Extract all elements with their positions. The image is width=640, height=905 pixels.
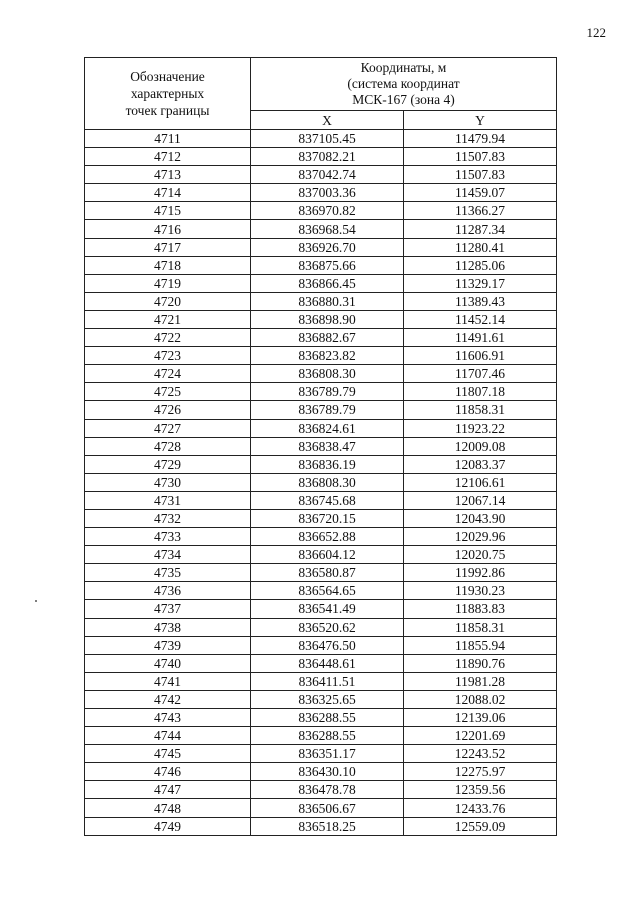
- y-cell: 12106.61: [404, 473, 557, 491]
- table-row: [85, 763, 557, 781]
- x-cell: 836824.61: [251, 419, 404, 437]
- x-cell: 836520.62: [251, 618, 404, 636]
- point-cell: 4739: [85, 636, 251, 654]
- x-cell: 836970.82: [251, 202, 404, 220]
- y-cell: 12088.02: [404, 690, 557, 708]
- table-row: [85, 202, 557, 220]
- y-cell: 12029.96: [404, 528, 557, 546]
- table-row: [85, 274, 557, 292]
- x-cell: 836968.54: [251, 220, 404, 238]
- point-cell: 4748: [85, 799, 251, 817]
- x-cell: 836926.70: [251, 238, 404, 256]
- x-cell: 836604.12: [251, 546, 404, 564]
- table-row: [85, 184, 557, 202]
- x-cell: 836789.79: [251, 383, 404, 401]
- x-cell: 837082.21: [251, 148, 404, 166]
- point-cell: 4733: [85, 528, 251, 546]
- x-cell: 836478.78: [251, 781, 404, 799]
- x-cell: 836506.67: [251, 799, 404, 817]
- table-row: [85, 600, 557, 618]
- table-row: [85, 654, 557, 672]
- x-cell: 836652.88: [251, 528, 404, 546]
- y-column-header: Y: [404, 111, 557, 130]
- x-cell: 837105.45: [251, 130, 404, 148]
- x-cell: 836808.30: [251, 473, 404, 491]
- x-cell: 836430.10: [251, 763, 404, 781]
- y-cell: 12359.56: [404, 781, 557, 799]
- x-cell: 836882.67: [251, 329, 404, 347]
- point-cell: 4718: [85, 256, 251, 274]
- table-row: [85, 220, 557, 238]
- y-cell: 12043.90: [404, 509, 557, 527]
- table-row: [85, 799, 557, 817]
- y-cell: 11858.31: [404, 401, 557, 419]
- x-cell: 836564.65: [251, 582, 404, 600]
- y-cell: 11479.94: [404, 130, 557, 148]
- x-cell: 836866.45: [251, 274, 404, 292]
- point-cell: 4741: [85, 672, 251, 690]
- y-cell: 12009.08: [404, 437, 557, 455]
- point-cell: 4740: [85, 654, 251, 672]
- y-cell: 11992.86: [404, 564, 557, 582]
- y-cell: 11285.06: [404, 256, 557, 274]
- table-row: [85, 473, 557, 491]
- x-cell: 836476.50: [251, 636, 404, 654]
- table-row: [85, 745, 557, 763]
- x-cell: 836875.66: [251, 256, 404, 274]
- y-cell: 11452.14: [404, 310, 557, 328]
- header-line: характерных: [130, 86, 205, 101]
- point-cell: 4725: [85, 383, 251, 401]
- x-cell: 836720.15: [251, 509, 404, 527]
- point-cell: 4745: [85, 745, 251, 763]
- table-row: [85, 618, 557, 636]
- table-row: [85, 528, 557, 546]
- table-row: [85, 347, 557, 365]
- table-row: [85, 509, 557, 527]
- table-row: [85, 365, 557, 383]
- x-cell: 836411.51: [251, 672, 404, 690]
- y-cell: 11287.34: [404, 220, 557, 238]
- x-cell: 836823.82: [251, 347, 404, 365]
- table-row: [85, 383, 557, 401]
- header-line: Обозначение: [130, 69, 205, 84]
- point-cell: 4717: [85, 238, 251, 256]
- point-cell: 4735: [85, 564, 251, 582]
- x-cell: 836898.90: [251, 310, 404, 328]
- y-cell: 11855.94: [404, 636, 557, 654]
- table-row: [85, 491, 557, 509]
- table-row: [85, 672, 557, 690]
- coordinates-table: [84, 57, 557, 836]
- x-cell: 837003.36: [251, 184, 404, 202]
- y-cell: 12559.09: [404, 817, 557, 835]
- y-cell: 12139.06: [404, 709, 557, 727]
- table-row: [85, 564, 557, 582]
- y-cell: 12020.75: [404, 546, 557, 564]
- point-cell: 4715: [85, 202, 251, 220]
- table-row: [85, 401, 557, 419]
- y-cell: 11459.07: [404, 184, 557, 202]
- point-cell: 4729: [85, 455, 251, 473]
- point-cell: 4731: [85, 491, 251, 509]
- page-number: 122: [586, 25, 606, 40]
- table-row: [85, 256, 557, 274]
- table-row: [85, 582, 557, 600]
- table-row: [85, 817, 557, 835]
- table-row: [85, 636, 557, 654]
- table-row: [85, 781, 557, 799]
- points-column-header: [85, 58, 251, 130]
- table-row: [85, 148, 557, 166]
- y-cell: 11507.83: [404, 166, 557, 184]
- y-cell: 11606.91: [404, 347, 557, 365]
- point-cell: 4719: [85, 274, 251, 292]
- x-cell: 836745.68: [251, 491, 404, 509]
- y-cell: 11858.31: [404, 618, 557, 636]
- point-cell: 4749: [85, 817, 251, 835]
- x-cell: 836836.19: [251, 455, 404, 473]
- table-row: [85, 546, 557, 564]
- x-cell: 836838.47: [251, 437, 404, 455]
- table-row: [85, 310, 557, 328]
- y-cell: 11366.27: [404, 202, 557, 220]
- y-cell: 11981.28: [404, 672, 557, 690]
- y-cell: 12201.69: [404, 727, 557, 745]
- x-cell: 836448.61: [251, 654, 404, 672]
- point-cell: 4711: [85, 130, 251, 148]
- y-cell: 11930.23: [404, 582, 557, 600]
- y-cell: 12275.97: [404, 763, 557, 781]
- y-cell: 11890.76: [404, 654, 557, 672]
- x-cell: 836288.55: [251, 709, 404, 727]
- y-cell: 11329.17: [404, 274, 557, 292]
- point-cell: 4726: [85, 401, 251, 419]
- y-cell: 12243.52: [404, 745, 557, 763]
- y-cell: 11507.83: [404, 148, 557, 166]
- y-cell: 11883.83: [404, 600, 557, 618]
- point-cell: 4712: [85, 148, 251, 166]
- x-cell: 836541.49: [251, 600, 404, 618]
- x-cell: 836808.30: [251, 365, 404, 383]
- point-cell: 4723: [85, 347, 251, 365]
- y-cell: 11491.61: [404, 329, 557, 347]
- x-cell: 836351.17: [251, 745, 404, 763]
- x-cell: 836580.87: [251, 564, 404, 582]
- point-cell: 4732: [85, 509, 251, 527]
- table-row: [85, 437, 557, 455]
- point-cell: 4721: [85, 310, 251, 328]
- point-cell: 4727: [85, 419, 251, 437]
- x-cell: 836880.31: [251, 292, 404, 310]
- table-row: [85, 166, 557, 184]
- point-cell: 4737: [85, 600, 251, 618]
- point-cell: 4714: [85, 184, 251, 202]
- table-row: [85, 690, 557, 708]
- table-row: [85, 709, 557, 727]
- table-row: [85, 419, 557, 437]
- x-cell: 836789.79: [251, 401, 404, 419]
- table-row: [85, 455, 557, 473]
- x-column-header: X: [251, 111, 404, 130]
- x-cell: 836288.55: [251, 727, 404, 745]
- header-line: точек границы: [125, 103, 210, 118]
- y-cell: 11280.41: [404, 238, 557, 256]
- header-line: МСК-167 (зона 4): [352, 92, 455, 107]
- x-cell: 837042.74: [251, 166, 404, 184]
- point-cell: 4742: [85, 690, 251, 708]
- point-cell: 4738: [85, 618, 251, 636]
- x-cell: 836518.25: [251, 817, 404, 835]
- y-cell: 11707.46: [404, 365, 557, 383]
- point-cell: 4734: [85, 546, 251, 564]
- y-cell: 11389.43: [404, 292, 557, 310]
- point-cell: 4716: [85, 220, 251, 238]
- point-cell: 4743: [85, 709, 251, 727]
- coordinates-header: [251, 58, 557, 111]
- header-line: (система координат: [347, 76, 460, 91]
- table-row: [85, 329, 557, 347]
- point-cell: 4724: [85, 365, 251, 383]
- point-cell: 4747: [85, 781, 251, 799]
- table-row: [85, 727, 557, 745]
- table-row: [85, 292, 557, 310]
- point-cell: 4728: [85, 437, 251, 455]
- header-line: Координаты, м: [360, 60, 447, 75]
- y-cell: 12067.14: [404, 491, 557, 509]
- point-cell: 4730: [85, 473, 251, 491]
- point-cell: 4744: [85, 727, 251, 745]
- y-cell: 11807.18: [404, 383, 557, 401]
- y-cell: 12083.37: [404, 455, 557, 473]
- y-cell: 11923.22: [404, 419, 557, 437]
- scan-speck: [35, 600, 37, 602]
- point-cell: 4722: [85, 329, 251, 347]
- point-cell: 4713: [85, 166, 251, 184]
- x-cell: 836325.65: [251, 690, 404, 708]
- point-cell: 4746: [85, 763, 251, 781]
- y-cell: 12433.76: [404, 799, 557, 817]
- table-body: [85, 130, 557, 836]
- point-cell: 4736: [85, 582, 251, 600]
- table-row: [85, 130, 557, 148]
- table-row: [85, 238, 557, 256]
- point-cell: 4720: [85, 292, 251, 310]
